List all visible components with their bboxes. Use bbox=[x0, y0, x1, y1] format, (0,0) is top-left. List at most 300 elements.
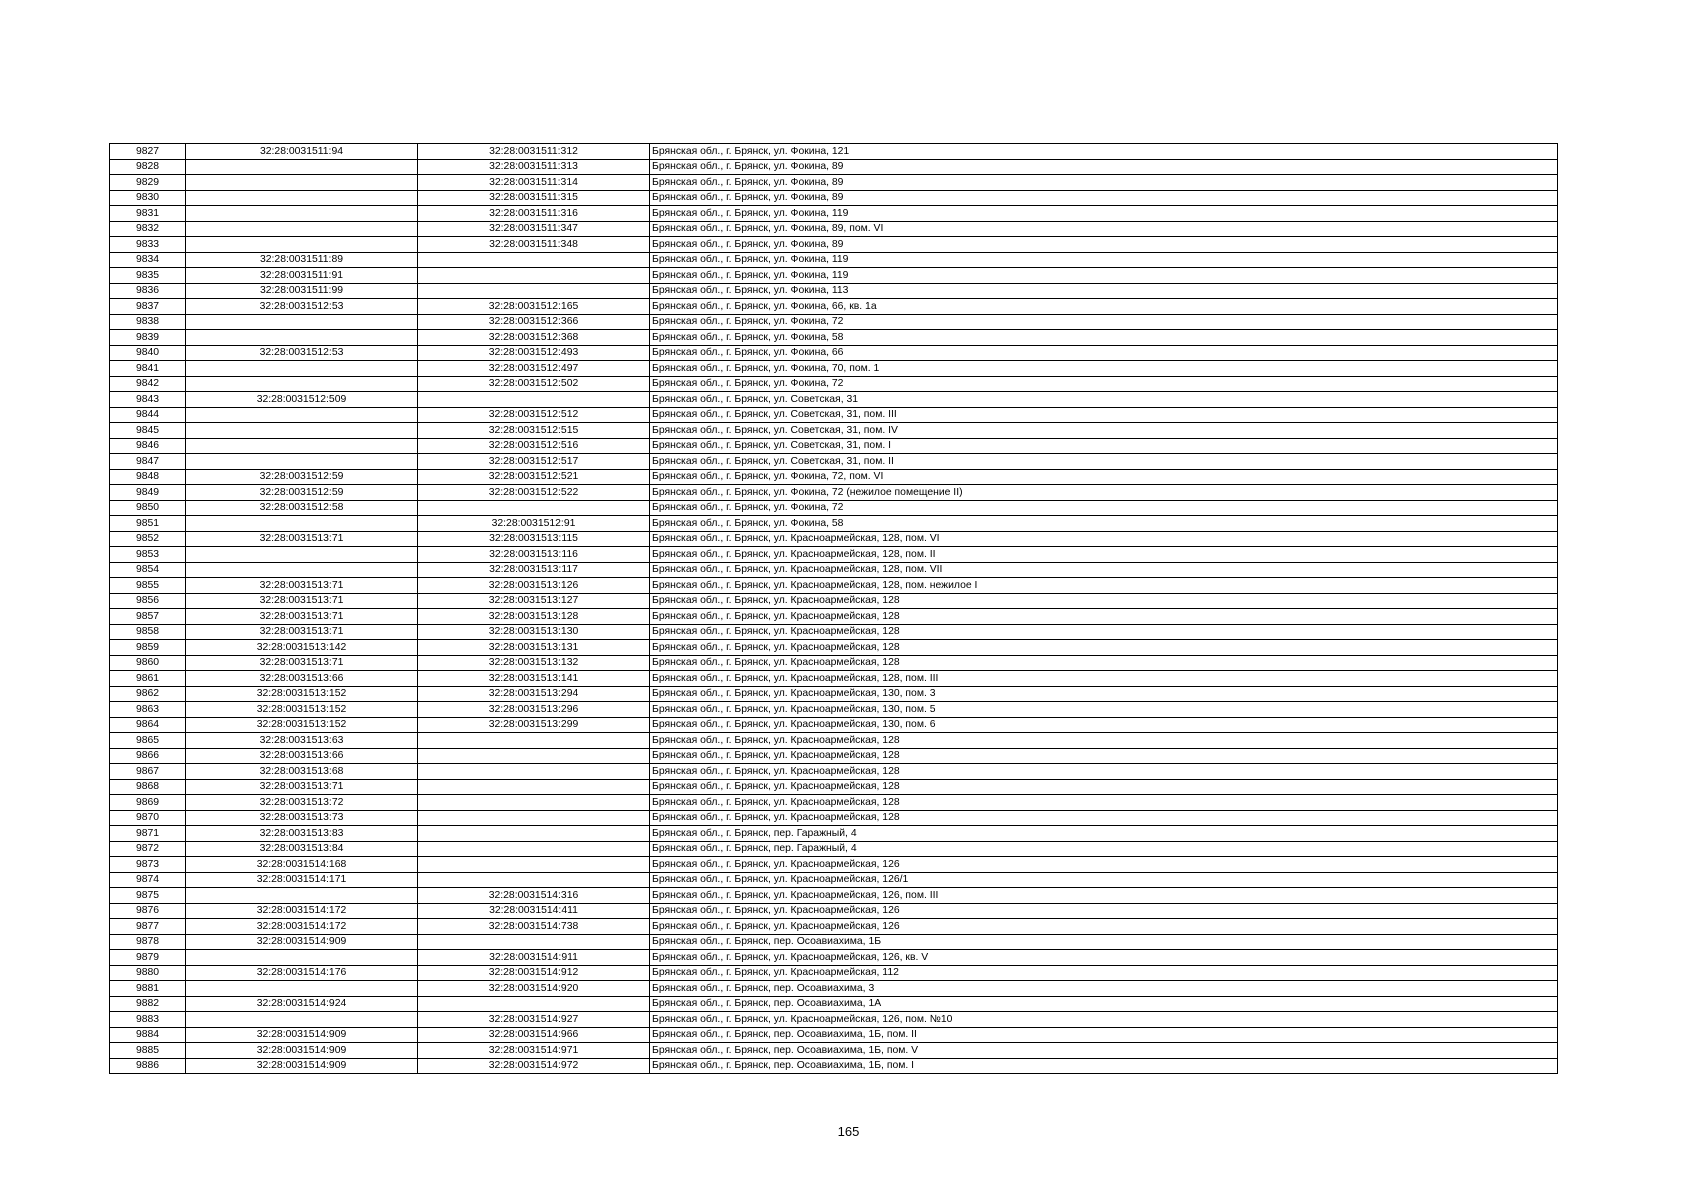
land-cadastral-number: 32:28:0031513:71 bbox=[186, 593, 418, 609]
table-row bbox=[110, 314, 1558, 330]
row-number: 9855 bbox=[110, 578, 186, 594]
land-cadastral-number: 32:28:0031513:71 bbox=[186, 531, 418, 547]
row-number: 9863 bbox=[110, 702, 186, 718]
land-cadastral-number: 32:28:0031513:68 bbox=[186, 764, 418, 780]
object-cadastral-number: 32:28:0031514:972 bbox=[418, 1058, 650, 1074]
land-cadastral-number: 32:28:0031512:59 bbox=[186, 469, 418, 485]
table-row bbox=[110, 888, 1558, 904]
object-cadastral-number: 32:28:0031511:314 bbox=[418, 175, 650, 191]
object-cadastral-number bbox=[418, 810, 650, 826]
land-cadastral-number bbox=[186, 376, 418, 392]
object-cadastral-number: 32:28:0031513:116 bbox=[418, 547, 650, 563]
land-cadastral-number: 32:28:0031514:176 bbox=[186, 965, 418, 981]
table-row bbox=[110, 175, 1558, 191]
land-cadastral-number: 32:28:0031513:84 bbox=[186, 841, 418, 857]
row-number: 9867 bbox=[110, 764, 186, 780]
row-number: 9883 bbox=[110, 1012, 186, 1028]
row-number: 9847 bbox=[110, 454, 186, 470]
row-number: 9831 bbox=[110, 206, 186, 222]
object-cadastral-number: 32:28:0031512:512 bbox=[418, 407, 650, 423]
row-number: 9856 bbox=[110, 593, 186, 609]
row-number: 9878 bbox=[110, 934, 186, 950]
row-number: 9882 bbox=[110, 996, 186, 1012]
object-cadastral-number: 32:28:0031512:368 bbox=[418, 330, 650, 346]
object-cadastral-number: 32:28:0031512:521 bbox=[418, 469, 650, 485]
land-cadastral-number: 32:28:0031513:71 bbox=[186, 655, 418, 671]
address: Брянская обл., г. Брянск, ул. Красноармейская, 128 bbox=[650, 609, 1558, 625]
address: Брянская обл., г. Брянск, ул. Фокина, 89 bbox=[650, 159, 1558, 175]
table-row bbox=[110, 159, 1558, 175]
land-cadastral-number: 32:28:0031514:172 bbox=[186, 919, 418, 935]
row-number: 9842 bbox=[110, 376, 186, 392]
table-row bbox=[110, 872, 1558, 888]
object-cadastral-number: 32:28:0031513:126 bbox=[418, 578, 650, 594]
table-row bbox=[110, 252, 1558, 268]
address: Брянская обл., г. Брянск, ул. Красноармейская, 126, кв. V bbox=[650, 950, 1558, 966]
object-cadastral-number: 32:28:0031514:927 bbox=[418, 1012, 650, 1028]
row-number: 9877 bbox=[110, 919, 186, 935]
row-number: 9853 bbox=[110, 547, 186, 563]
land-cadastral-number: 32:28:0031513:152 bbox=[186, 717, 418, 733]
object-cadastral-number: 32:28:0031513:299 bbox=[418, 717, 650, 733]
page-number: 165 bbox=[837, 1124, 860, 1139]
row-number: 9852 bbox=[110, 531, 186, 547]
address: Брянская обл., г. Брянск, ул. Фокина, 70, пом. 1 bbox=[650, 361, 1558, 377]
table-row bbox=[110, 655, 1558, 671]
address: Брянская обл., г. Брянск, ул. Советская, 31 bbox=[650, 392, 1558, 408]
land-cadastral-number bbox=[186, 361, 418, 377]
address: Брянская обл., г. Брянск, ул. Фокина, 72 bbox=[650, 376, 1558, 392]
address: Брянская обл., г. Брянск, ул. Фокина, 119 bbox=[650, 206, 1558, 222]
table-row bbox=[110, 795, 1558, 811]
table-row bbox=[110, 779, 1558, 795]
object-cadastral-number: 32:28:0031514:920 bbox=[418, 981, 650, 997]
table-row bbox=[110, 516, 1558, 532]
address: Брянская обл., г. Брянск, ул. Фокина, 72 bbox=[650, 314, 1558, 330]
address: Брянская обл., г. Брянск, ул. Фокина, 66 bbox=[650, 345, 1558, 361]
table-row bbox=[110, 485, 1558, 501]
land-cadastral-number: 32:28:0031513:142 bbox=[186, 640, 418, 656]
row-number: 9873 bbox=[110, 857, 186, 873]
address: Брянская обл., г. Брянск, ул. Фокина, 119 bbox=[650, 268, 1558, 284]
object-cadastral-number bbox=[418, 500, 650, 516]
table-row bbox=[110, 1012, 1558, 1028]
address: Брянская обл., г. Брянск, ул. Красноармейская, 128 bbox=[650, 779, 1558, 795]
row-number: 9866 bbox=[110, 748, 186, 764]
address: Брянская обл., г. Брянск, ул. Красноармейская, 128 bbox=[650, 764, 1558, 780]
land-cadastral-number: 32:28:0031511:94 bbox=[186, 144, 418, 160]
address: Брянская обл., г. Брянск, пер. Осоавиахима, 3 bbox=[650, 981, 1558, 997]
row-number: 9836 bbox=[110, 283, 186, 299]
table-row bbox=[110, 934, 1558, 950]
row-number: 9846 bbox=[110, 438, 186, 454]
object-cadastral-number: 32:28:0031511:315 bbox=[418, 190, 650, 206]
object-cadastral-number: 32:28:0031512:165 bbox=[418, 299, 650, 315]
object-cadastral-number: 32:28:0031512:516 bbox=[418, 438, 650, 454]
object-cadastral-number bbox=[418, 996, 650, 1012]
table-row bbox=[110, 190, 1558, 206]
address: Брянская обл., г. Брянск, ул. Советская, 31, пом. III bbox=[650, 407, 1558, 423]
row-number: 9879 bbox=[110, 950, 186, 966]
object-cadastral-number: 32:28:0031514:316 bbox=[418, 888, 650, 904]
table-row bbox=[110, 1058, 1558, 1074]
table-row bbox=[110, 578, 1558, 594]
land-cadastral-number: 32:28:0031514:172 bbox=[186, 903, 418, 919]
land-cadastral-number: 32:28:0031512:59 bbox=[186, 485, 418, 501]
object-cadastral-number bbox=[418, 748, 650, 764]
address: Брянская обл., г. Брянск, ул. Фокина, 72 (нежилое помещение II) bbox=[650, 485, 1558, 501]
object-cadastral-number: 32:28:0031514:966 bbox=[418, 1027, 650, 1043]
land-cadastral-number: 32:28:0031511:89 bbox=[186, 252, 418, 268]
row-number: 9868 bbox=[110, 779, 186, 795]
land-cadastral-number bbox=[186, 407, 418, 423]
land-cadastral-number: 32:28:0031513:152 bbox=[186, 702, 418, 718]
address: Брянская обл., г. Брянск, ул. Красноармейская, 126, пом. III bbox=[650, 888, 1558, 904]
address: Брянская обл., г. Брянск, ул. Фокина, 89, пом. VI bbox=[650, 221, 1558, 237]
registry-table-body bbox=[110, 144, 1558, 1074]
address: Брянская обл., г. Брянск, ул. Фокина, 89 bbox=[650, 237, 1558, 253]
table-row bbox=[110, 950, 1558, 966]
land-cadastral-number bbox=[186, 206, 418, 222]
table-row bbox=[110, 640, 1558, 656]
row-number: 9864 bbox=[110, 717, 186, 733]
address: Брянская обл., г. Брянск, ул. Фокина, 66, кв. 1а bbox=[650, 299, 1558, 315]
land-cadastral-number bbox=[186, 190, 418, 206]
table-row bbox=[110, 996, 1558, 1012]
object-cadastral-number: 32:28:0031513:128 bbox=[418, 609, 650, 625]
object-cadastral-number: 32:28:0031513:296 bbox=[418, 702, 650, 718]
land-cadastral-number bbox=[186, 516, 418, 532]
land-cadastral-number bbox=[186, 159, 418, 175]
land-cadastral-number: 32:28:0031513:73 bbox=[186, 810, 418, 826]
row-number: 9839 bbox=[110, 330, 186, 346]
object-cadastral-number: 32:28:0031511:313 bbox=[418, 159, 650, 175]
table-row bbox=[110, 919, 1558, 935]
land-cadastral-number: 32:28:0031512:53 bbox=[186, 345, 418, 361]
address: Брянская обл., г. Брянск, ул. Красноармейская, 128 bbox=[650, 748, 1558, 764]
table-row bbox=[110, 345, 1558, 361]
object-cadastral-number: 32:28:0031514:971 bbox=[418, 1043, 650, 1059]
object-cadastral-number: 32:28:0031512:493 bbox=[418, 345, 650, 361]
row-number: 9881 bbox=[110, 981, 186, 997]
object-cadastral-number bbox=[418, 392, 650, 408]
land-cadastral-number bbox=[186, 1012, 418, 1028]
object-cadastral-number bbox=[418, 283, 650, 299]
land-cadastral-number: 32:28:0031512:58 bbox=[186, 500, 418, 516]
table-row bbox=[110, 717, 1558, 733]
table-row bbox=[110, 1027, 1558, 1043]
object-cadastral-number: 32:28:0031512:517 bbox=[418, 454, 650, 470]
address: Брянская обл., г. Брянск, ул. Советская, 31, пом. II bbox=[650, 454, 1558, 470]
table-row bbox=[110, 407, 1558, 423]
row-number: 9885 bbox=[110, 1043, 186, 1059]
land-cadastral-number: 32:28:0031513:72 bbox=[186, 795, 418, 811]
land-cadastral-number: 32:28:0031514:171 bbox=[186, 872, 418, 888]
table-row bbox=[110, 299, 1558, 315]
address: Брянская обл., г. Брянск, ул. Красноармейская, 126, пом. №10 bbox=[650, 1012, 1558, 1028]
land-cadastral-number: 32:28:0031511:91 bbox=[186, 268, 418, 284]
table-row bbox=[110, 981, 1558, 997]
object-cadastral-number: 32:28:0031511:348 bbox=[418, 237, 650, 253]
address: Брянская обл., г. Брянск, ул. Красноармейская, 130, пом. 6 bbox=[650, 717, 1558, 733]
object-cadastral-number bbox=[418, 934, 650, 950]
row-number: 9848 bbox=[110, 469, 186, 485]
land-cadastral-number bbox=[186, 438, 418, 454]
table-row bbox=[110, 826, 1558, 842]
row-number: 9869 bbox=[110, 795, 186, 811]
address: Брянская обл., г. Брянск, пер. Гаражный, 4 bbox=[650, 826, 1558, 842]
table-row bbox=[110, 531, 1558, 547]
table-row bbox=[110, 283, 1558, 299]
land-cadastral-number: 32:28:0031514:924 bbox=[186, 996, 418, 1012]
row-number: 9854 bbox=[110, 562, 186, 578]
table-row bbox=[110, 671, 1558, 687]
table-row bbox=[110, 609, 1558, 625]
address: Брянская обл., г. Брянск, ул. Фокина, 89 bbox=[650, 190, 1558, 206]
row-number: 9886 bbox=[110, 1058, 186, 1074]
row-number: 9835 bbox=[110, 268, 186, 284]
land-cadastral-number bbox=[186, 221, 418, 237]
address: Брянская обл., г. Брянск, пер. Осоавиахима, 1Б, пом. II bbox=[650, 1027, 1558, 1043]
land-cadastral-number: 32:28:0031513:66 bbox=[186, 748, 418, 764]
row-number: 9865 bbox=[110, 733, 186, 749]
row-number: 9838 bbox=[110, 314, 186, 330]
object-cadastral-number bbox=[418, 252, 650, 268]
row-number: 9880 bbox=[110, 965, 186, 981]
address: Брянская обл., г. Брянск, ул. Фокина, 121 bbox=[650, 144, 1558, 160]
object-cadastral-number: 32:28:0031511:347 bbox=[418, 221, 650, 237]
row-number: 9832 bbox=[110, 221, 186, 237]
address: Брянская обл., г. Брянск, ул. Советская, 31, пом. IV bbox=[650, 423, 1558, 439]
table-row bbox=[110, 903, 1558, 919]
object-cadastral-number bbox=[418, 268, 650, 284]
table-row bbox=[110, 748, 1558, 764]
table-row bbox=[110, 500, 1558, 516]
address: Брянская обл., г. Брянск, пер. Гаражный, 4 bbox=[650, 841, 1558, 857]
address: Брянская обл., г. Брянск, ул. Фокина, 113 bbox=[650, 283, 1558, 299]
land-cadastral-number: 32:28:0031513:63 bbox=[186, 733, 418, 749]
land-cadastral-number bbox=[186, 330, 418, 346]
address: Брянская обл., г. Брянск, пер. Осоавиахима, 1А bbox=[650, 996, 1558, 1012]
table-row bbox=[110, 857, 1558, 873]
row-number: 9862 bbox=[110, 686, 186, 702]
address: Брянская обл., г. Брянск, ул. Красноармейская, 128 bbox=[650, 733, 1558, 749]
land-cadastral-number: 32:28:0031514:909 bbox=[186, 934, 418, 950]
address: Брянская обл., г. Брянск, ул. Красноармейская, 128, пом. VII bbox=[650, 562, 1558, 578]
object-cadastral-number: 32:28:0031514:912 bbox=[418, 965, 650, 981]
object-cadastral-number: 32:28:0031512:502 bbox=[418, 376, 650, 392]
row-number: 9870 bbox=[110, 810, 186, 826]
land-cadastral-number: 32:28:0031514:909 bbox=[186, 1043, 418, 1059]
object-cadastral-number: 32:28:0031513:115 bbox=[418, 531, 650, 547]
land-cadastral-number bbox=[186, 454, 418, 470]
row-number: 9859 bbox=[110, 640, 186, 656]
address: Брянская обл., г. Брянск, ул. Фокина, 119 bbox=[650, 252, 1558, 268]
row-number: 9849 bbox=[110, 485, 186, 501]
land-cadastral-number bbox=[186, 562, 418, 578]
object-cadastral-number bbox=[418, 872, 650, 888]
row-number: 9827 bbox=[110, 144, 186, 160]
address: Брянская обл., г. Брянск, ул. Красноармейская, 126 bbox=[650, 857, 1558, 873]
object-cadastral-number bbox=[418, 857, 650, 873]
land-cadastral-number: 32:28:0031511:99 bbox=[186, 283, 418, 299]
row-number: 9860 bbox=[110, 655, 186, 671]
row-number: 9828 bbox=[110, 159, 186, 175]
row-number: 9834 bbox=[110, 252, 186, 268]
land-cadastral-number: 32:28:0031514:909 bbox=[186, 1058, 418, 1074]
land-cadastral-number: 32:28:0031513:71 bbox=[186, 624, 418, 640]
row-number: 9837 bbox=[110, 299, 186, 315]
table-row bbox=[110, 841, 1558, 857]
land-cadastral-number bbox=[186, 314, 418, 330]
row-number: 9876 bbox=[110, 903, 186, 919]
address: Брянская обл., г. Брянск, ул. Красноармейская, 128 bbox=[650, 810, 1558, 826]
address: Брянская обл., г. Брянск, ул. Фокина, 58 bbox=[650, 330, 1558, 346]
table-row bbox=[110, 702, 1558, 718]
land-cadastral-number: 32:28:0031514:909 bbox=[186, 1027, 418, 1043]
table-row bbox=[110, 392, 1558, 408]
object-cadastral-number: 32:28:0031513:141 bbox=[418, 671, 650, 687]
row-number: 9851 bbox=[110, 516, 186, 532]
object-cadastral-number: 32:28:0031512:515 bbox=[418, 423, 650, 439]
object-cadastral-number: 32:28:0031511:316 bbox=[418, 206, 650, 222]
object-cadastral-number: 32:28:0031513:294 bbox=[418, 686, 650, 702]
table-row bbox=[110, 562, 1558, 578]
land-cadastral-number: 32:28:0031513:71 bbox=[186, 609, 418, 625]
object-cadastral-number bbox=[418, 764, 650, 780]
table-row bbox=[110, 810, 1558, 826]
land-cadastral-number: 32:28:0031513:66 bbox=[186, 671, 418, 687]
table-row bbox=[110, 547, 1558, 563]
object-cadastral-number bbox=[418, 779, 650, 795]
table-row bbox=[110, 361, 1558, 377]
address: Брянская обл., г. Брянск, ул. Фокина, 58 bbox=[650, 516, 1558, 532]
row-number: 9845 bbox=[110, 423, 186, 439]
row-number: 9857 bbox=[110, 609, 186, 625]
table-row bbox=[110, 686, 1558, 702]
row-number: 9841 bbox=[110, 361, 186, 377]
address: Брянская обл., г. Брянск, ул. Красноармейская, 128, пом. II bbox=[650, 547, 1558, 563]
land-cadastral-number: 32:28:0031512:509 bbox=[186, 392, 418, 408]
object-cadastral-number bbox=[418, 841, 650, 857]
object-cadastral-number: 32:28:0031513:131 bbox=[418, 640, 650, 656]
object-cadastral-number: 32:28:0031512:91 bbox=[418, 516, 650, 532]
address: Брянская обл., г. Брянск, ул. Фокина, 72 bbox=[650, 500, 1558, 516]
table-row bbox=[110, 438, 1558, 454]
table-row bbox=[110, 454, 1558, 470]
address: Брянская обл., г. Брянск, ул. Красноармейская, 128 bbox=[650, 624, 1558, 640]
land-cadastral-number bbox=[186, 423, 418, 439]
address: Брянская обл., г. Брянск, пер. Осоавиахима, 1Б, пом. V bbox=[650, 1043, 1558, 1059]
land-cadastral-number: 32:28:0031513:71 bbox=[186, 578, 418, 594]
table-row bbox=[110, 268, 1558, 284]
object-cadastral-number: 32:28:0031513:117 bbox=[418, 562, 650, 578]
table-row bbox=[110, 1043, 1558, 1059]
land-cadastral-number: 32:28:0031514:168 bbox=[186, 857, 418, 873]
land-cadastral-number bbox=[186, 237, 418, 253]
address: Брянская обл., г. Брянск, ул. Красноармейская, 128, пом. VI bbox=[650, 531, 1558, 547]
table-row bbox=[110, 593, 1558, 609]
address: Брянская обл., г. Брянск, ул. Красноармейская, 126 bbox=[650, 919, 1558, 935]
land-cadastral-number: 32:28:0031513:83 bbox=[186, 826, 418, 842]
table-row bbox=[110, 221, 1558, 237]
land-cadastral-number bbox=[186, 981, 418, 997]
table-row bbox=[110, 376, 1558, 392]
row-number: 9871 bbox=[110, 826, 186, 842]
object-cadastral-number bbox=[418, 795, 650, 811]
object-cadastral-number: 32:28:0031512:497 bbox=[418, 361, 650, 377]
object-cadastral-number bbox=[418, 733, 650, 749]
object-cadastral-number: 32:28:0031513:132 bbox=[418, 655, 650, 671]
land-cadastral-number: 32:28:0031512:53 bbox=[186, 299, 418, 315]
row-number: 9874 bbox=[110, 872, 186, 888]
land-cadastral-number bbox=[186, 547, 418, 563]
address: Брянская обл., г. Брянск, ул. Фокина, 72, пом. VI bbox=[650, 469, 1558, 485]
land-cadastral-number bbox=[186, 888, 418, 904]
address: Брянская обл., г. Брянск, ул. Красноармейская, 128, пом. III bbox=[650, 671, 1558, 687]
object-cadastral-number: 32:28:0031513:127 bbox=[418, 593, 650, 609]
address: Брянская обл., г. Брянск, ул. Красноармейская, 126/1 bbox=[650, 872, 1558, 888]
table-row bbox=[110, 330, 1558, 346]
table-row bbox=[110, 423, 1558, 439]
row-number: 9844 bbox=[110, 407, 186, 423]
row-number: 9875 bbox=[110, 888, 186, 904]
address: Брянская обл., г. Брянск, ул. Красноармейская, 112 bbox=[650, 965, 1558, 981]
table-row bbox=[110, 206, 1558, 222]
land-cadastral-number: 32:28:0031513:71 bbox=[186, 779, 418, 795]
table-row bbox=[110, 965, 1558, 981]
land-cadastral-number bbox=[186, 950, 418, 966]
address: Брянская обл., г. Брянск, ул. Красноармейская, 128 bbox=[650, 640, 1558, 656]
address: Брянская обл., г. Брянск, ул. Красноармейская, 130, пом. 3 bbox=[650, 686, 1558, 702]
address: Брянская обл., г. Брянск, ул. Красноармейская, 128, пом. нежилое I bbox=[650, 578, 1558, 594]
object-cadastral-number: 32:28:0031512:522 bbox=[418, 485, 650, 501]
row-number: 9829 bbox=[110, 175, 186, 191]
table-row bbox=[110, 237, 1558, 253]
object-cadastral-number bbox=[418, 826, 650, 842]
table-row bbox=[110, 733, 1558, 749]
row-number: 9840 bbox=[110, 345, 186, 361]
row-number: 9843 bbox=[110, 392, 186, 408]
address: Брянская обл., г. Брянск, ул. Красноармейская, 130, пом. 5 bbox=[650, 702, 1558, 718]
address: Брянская обл., г. Брянск, ул. Красноармейская, 128 bbox=[650, 593, 1558, 609]
object-cadastral-number: 32:28:0031512:366 bbox=[418, 314, 650, 330]
address: Брянская обл., г. Брянск, пер. Осоавиахима, 1Б bbox=[650, 934, 1558, 950]
row-number: 9833 bbox=[110, 237, 186, 253]
row-number: 9830 bbox=[110, 190, 186, 206]
address: Брянская обл., г. Брянск, ул. Красноармейская, 126 bbox=[650, 903, 1558, 919]
address: Брянская обл., г. Брянск, пер. Осоавиахима, 1Б, пом. I bbox=[650, 1058, 1558, 1074]
object-cadastral-number: 32:28:0031514:911 bbox=[418, 950, 650, 966]
row-number: 9884 bbox=[110, 1027, 186, 1043]
object-cadastral-number: 32:28:0031514:411 bbox=[418, 903, 650, 919]
table-row bbox=[110, 144, 1558, 160]
table-row bbox=[110, 469, 1558, 485]
address: Брянская обл., г. Брянск, ул. Красноармейская, 128 bbox=[650, 655, 1558, 671]
address: Брянская обл., г. Брянск, ул. Красноармейская, 128 bbox=[650, 795, 1558, 811]
address: Брянская обл., г. Брянск, ул. Советская, 31, пом. I bbox=[650, 438, 1558, 454]
object-cadastral-number: 32:28:0031514:738 bbox=[418, 919, 650, 935]
table-row bbox=[110, 764, 1558, 780]
land-cadastral-number bbox=[186, 175, 418, 191]
object-cadastral-number: 32:28:0031513:130 bbox=[418, 624, 650, 640]
object-cadastral-number: 32:28:0031511:312 bbox=[418, 144, 650, 160]
row-number: 9872 bbox=[110, 841, 186, 857]
row-number: 9850 bbox=[110, 500, 186, 516]
address: Брянская обл., г. Брянск, ул. Фокина, 89 bbox=[650, 175, 1558, 191]
land-cadastral-number: 32:28:0031513:152 bbox=[186, 686, 418, 702]
table-row bbox=[110, 624, 1558, 640]
